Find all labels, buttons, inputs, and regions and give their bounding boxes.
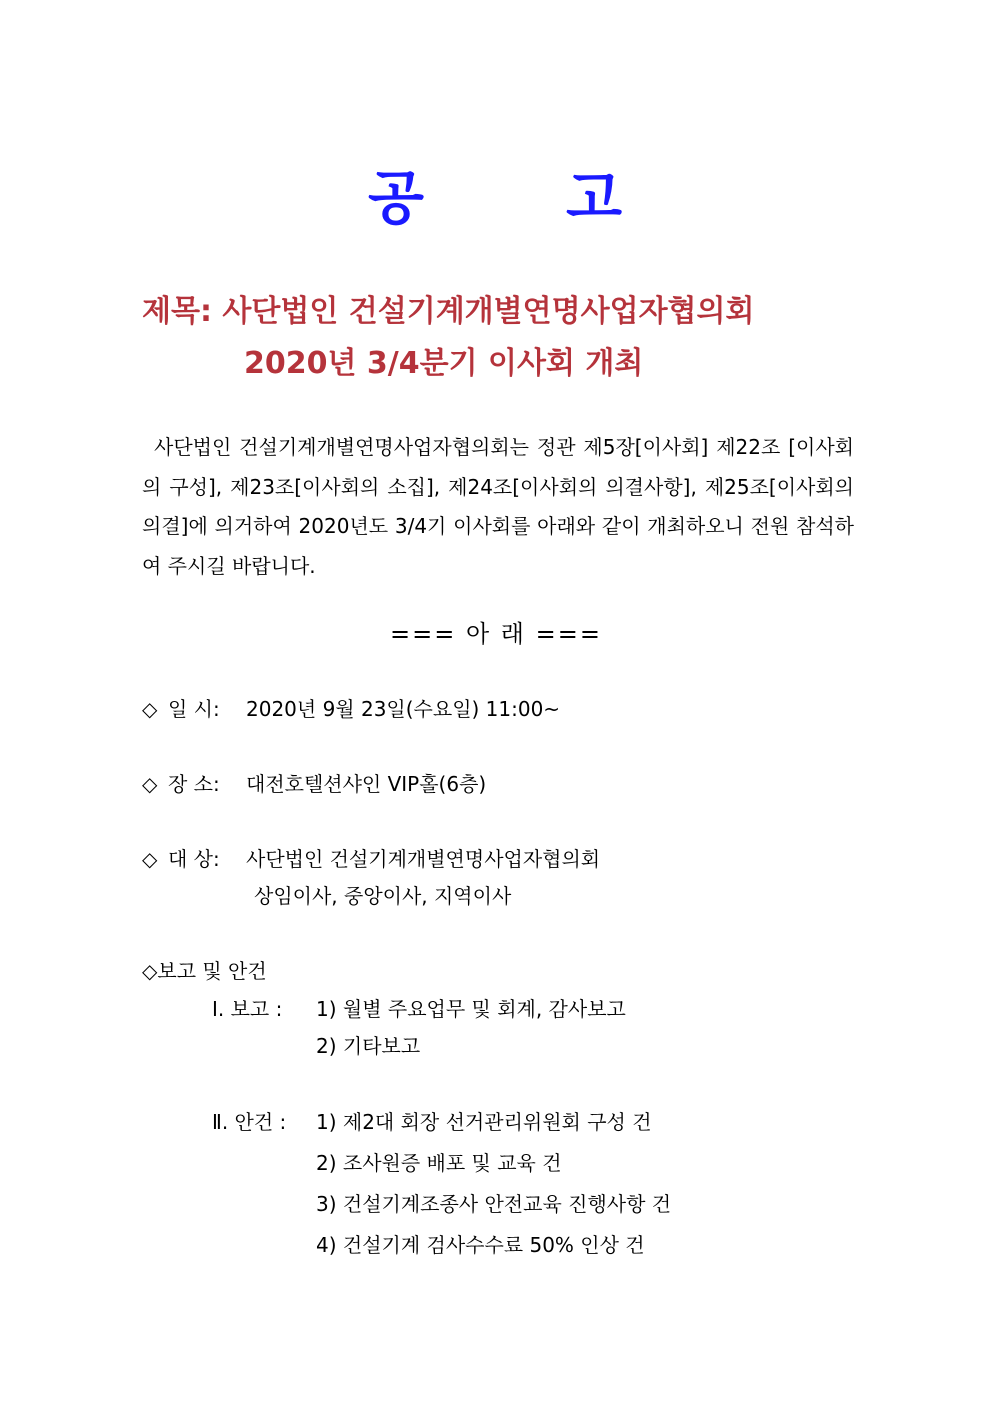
notice-title xyxy=(0,158,992,238)
diamond-icon: ◇ xyxy=(142,697,158,721)
motion-item-4: 4) 건설기계 검사수수료 50% 인상 건 xyxy=(316,1233,645,1257)
place-value: 대전호텔션샤인 VIP홀(6층) xyxy=(246,772,487,796)
notice-heading: === 아 래 === xyxy=(390,620,602,648)
target-row xyxy=(142,843,600,875)
title-char-2: 고 xyxy=(566,164,623,232)
agenda-heading: ◇보고 및 안건 xyxy=(142,959,267,983)
subject-line-2: 2020년 3/4분기 이사회 개최 xyxy=(244,346,644,381)
datetime-value: 2020년 9월 23일(수요일) 11:00~ xyxy=(246,697,561,721)
place-row xyxy=(142,768,486,800)
place-label: 장 소: xyxy=(168,772,220,796)
report-item-1: 1) 월별 주요업무 및 회계, 감사보고 xyxy=(316,997,626,1021)
target-value: 사단법인 건설기계개별연명사업자협의회 xyxy=(246,847,601,871)
motion-item-1: 1) 제2대 회장 선거관리위원회 구성 건 xyxy=(316,1110,652,1134)
target-label: 대 상: xyxy=(168,847,220,871)
intro-paragraph: 사단법인 건설기계개별연명사업자협의회는 정관 제5장[이사회] 제22조 [이사회의 구성], 제23조[이사회의 소집], 제24조[이사회의 의결사항], 제25조[이사회의 의결]에 의거하여 2020년도 3/4기 이사회를 아래와 같이 개최하오니 전원 참석하여 주시길 바랍니다. xyxy=(142,435,854,578)
motion-item-2: 2) 조사원증 배포 및 교육 건 xyxy=(316,1151,562,1175)
datetime-label: 일 시: xyxy=(168,697,220,721)
motions-label: Ⅱ. 안건 : xyxy=(212,1110,287,1134)
subject-line-1: 제목: 사단법인 건설기계개별연명사업자협의회 xyxy=(142,294,755,329)
diamond-icon: ◇ xyxy=(142,847,158,871)
motion-item-3: 3) 건설기계조종사 안전교육 진행사항 건 xyxy=(316,1192,672,1216)
datetime-row xyxy=(142,693,560,725)
report-item-2: 2) 기타보고 xyxy=(316,1034,421,1058)
report-label: Ⅰ. 보고 : xyxy=(212,997,283,1021)
diamond-icon: ◇ xyxy=(142,772,158,796)
target-value-line-2: 상임이사, 중앙이사, 지역이사 xyxy=(254,884,512,908)
title-char-1: 공 xyxy=(368,164,425,232)
